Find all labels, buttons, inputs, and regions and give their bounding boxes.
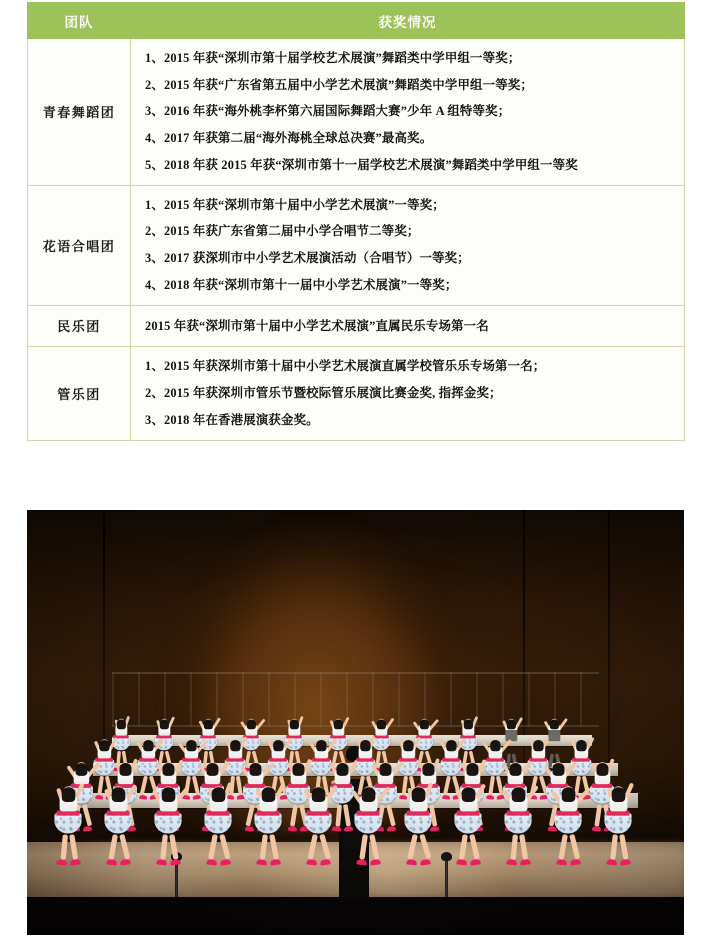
performer-girl: [402, 769, 434, 866]
performer-shoe: [569, 859, 580, 866]
performer-hair: [336, 762, 348, 772]
performer-leg: [343, 804, 351, 827]
performer-leg: [510, 834, 517, 860]
performer-shoe: [420, 859, 431, 866]
performer-shoe: [106, 859, 117, 865]
performer-shoe: [470, 859, 481, 866]
performer-girl: [352, 769, 384, 866]
table-body: [28, 39, 685, 441]
award-item: 5、2018 年获 2015 年获“深圳市第十一届学校艺术展演”舞蹈类中学甲组一等奖: [145, 157, 578, 172]
award-item: 2、2015 年获“广东省第五届中小学艺术展演”舞蹈类中学甲组一等奖；: [145, 77, 534, 92]
award-item: 3、2017 获深圳市中小学艺术展演活动（合唱节）一等奖；: [145, 251, 470, 266]
performer-shoe: [70, 859, 81, 866]
performer-leg: [619, 834, 629, 860]
performer-shoe: [486, 794, 494, 799]
performer-shoe: [387, 825, 397, 831]
performer-hair: [99, 739, 109, 748]
column-header-awards: 获奖情况: [131, 3, 685, 39]
award-item: 1、2015 年获深圳市第十届中小学艺术展演直属学校管乐乐专场第一名；: [145, 359, 546, 374]
awards-cell: [131, 39, 685, 186]
performer-leg: [290, 804, 298, 827]
table-row: [28, 305, 685, 347]
performer-leg: [519, 834, 528, 860]
performer-hair: [411, 786, 425, 798]
performer-leg: [119, 834, 130, 860]
performer-girl: [202, 769, 234, 866]
performer-shoe: [619, 859, 630, 866]
performer-shoe: [139, 794, 147, 799]
team-name-cell: 花语合唱团: [28, 185, 131, 305]
microphone-stand: [445, 859, 448, 902]
performer-girl: [502, 769, 534, 866]
performer-girl: [53, 769, 85, 866]
awards-cell: [131, 347, 685, 440]
performer-leg: [558, 834, 568, 860]
performer-leg: [61, 834, 68, 860]
performer-hair: [261, 786, 275, 798]
award-item: 3、2018 年在香港展演获金奖。: [145, 412, 319, 427]
performer-shoe: [320, 859, 331, 866]
performer-shoe: [519, 859, 530, 866]
performer-hair: [111, 786, 125, 798]
performer-girl: [602, 769, 634, 866]
performer-hair: [116, 719, 125, 727]
performer-shoe: [591, 826, 601, 832]
team-name-cell: 管乐团: [28, 347, 131, 440]
performer-hair: [611, 786, 625, 798]
performer-shoe: [270, 859, 281, 866]
performer-shoe: [288, 826, 298, 832]
performer-hair: [576, 739, 586, 748]
performer-leg: [488, 776, 495, 796]
performer-leg: [359, 834, 368, 860]
performer-hair: [273, 739, 283, 748]
performer-shoe: [456, 859, 467, 865]
performer-shoe: [256, 859, 267, 865]
performer-hair: [533, 739, 543, 748]
team-name-cell: 民乐团: [28, 305, 131, 347]
performer-leg: [69, 834, 78, 860]
performer-leg: [594, 804, 602, 827]
performer-shoe: [83, 825, 93, 831]
performer-shoe: [356, 859, 367, 865]
performer-hair: [561, 786, 575, 798]
performer-shoe: [370, 859, 381, 866]
performer-hair: [489, 739, 499, 748]
performer-girl: [302, 769, 334, 866]
performer-leg: [469, 834, 480, 860]
table-row: [28, 185, 685, 305]
performer-girl: [452, 769, 484, 866]
performer-leg: [169, 834, 179, 860]
performer-leg: [319, 834, 331, 860]
award-item: 4、2017 年获第二届“海外海桃全球总决赛”最高奖。: [145, 131, 433, 146]
performer-hair: [229, 739, 239, 748]
awards-cell: [131, 185, 685, 305]
performer-hair: [446, 739, 456, 748]
performer-shoe: [506, 859, 517, 865]
performer-hair: [211, 786, 225, 798]
performer-leg: [260, 834, 268, 860]
performer-hair: [461, 786, 475, 798]
performer-hair: [550, 719, 559, 727]
performer-shoe: [442, 794, 450, 799]
performer-girl: [152, 769, 184, 866]
column-header-team: 团队: [28, 3, 131, 39]
performer-hair: [511, 786, 525, 798]
table-row: [28, 39, 685, 186]
performer-leg: [569, 834, 580, 860]
performer-leg: [369, 834, 379, 860]
stage-railing: [112, 672, 598, 727]
performer-shoe: [606, 859, 617, 865]
award-item: 1、2015 年获“深圳市第十届中小学艺术展演”一等奖；: [145, 197, 445, 212]
performance-photo: [27, 510, 684, 935]
performer-leg: [208, 834, 218, 860]
performer-hair: [463, 719, 472, 727]
performer-hair: [376, 719, 385, 727]
performer-girl: [552, 769, 584, 866]
performer-hair: [420, 719, 429, 727]
performer-leg: [160, 834, 168, 860]
awards-cell: [131, 305, 685, 347]
performer-leg: [82, 804, 92, 827]
performer-leg: [139, 776, 147, 796]
performer-shoe: [120, 859, 131, 866]
team-name-cell: 青春舞蹈团: [28, 39, 131, 186]
performer-leg: [335, 804, 342, 826]
performer-shoe: [406, 859, 417, 865]
performer-girl: [102, 769, 134, 866]
award-item: 2015 年获“深圳市第十届中小学艺术展演”直属民乐专场第一名: [145, 318, 489, 333]
awards-table: [27, 2, 685, 441]
performer-shoe: [556, 859, 567, 865]
performer-leg: [443, 776, 451, 796]
performer-hair: [203, 719, 212, 727]
performer-hair: [186, 739, 196, 748]
performer-hair: [246, 719, 255, 727]
performer-shoe: [206, 859, 217, 865]
performer-shoe: [156, 859, 167, 865]
performer-hair: [160, 719, 169, 727]
performer-leg: [407, 834, 418, 860]
performer-shoe: [220, 859, 231, 866]
award-item: 1、2015 年获“深圳市第十届学校艺术展演”舞蹈类中学甲组一等奖；: [145, 51, 521, 65]
performer-hair: [403, 739, 413, 748]
performer-hair: [359, 739, 369, 748]
performer-hair: [507, 719, 516, 727]
performer-leg: [419, 834, 431, 860]
performer-girl: [252, 769, 284, 866]
performer-leg: [610, 834, 618, 860]
performer-leg: [109, 834, 119, 860]
award-item: 2、2015 年获深圳市管乐节暨校际管乐展演比赛金奖, 指挥金奖；: [145, 386, 502, 401]
table-header-row: [28, 3, 685, 39]
performer-shoe: [306, 859, 317, 865]
performer-hair: [290, 719, 299, 727]
performer-hair: [311, 786, 325, 798]
award-item: 3、2016 年获“海外桃李杯第六届国际舞蹈大赛”少年 A 组特等奖；: [145, 104, 511, 119]
performer-hair: [361, 786, 375, 798]
performer-hair: [316, 739, 326, 748]
performer-leg: [308, 834, 318, 860]
performer-leg: [386, 804, 396, 827]
award-item: 2、2015 年获广东省第二届中小学合唱节二等奖；: [145, 224, 420, 239]
performer-leg: [269, 834, 279, 860]
performer-shoe: [170, 859, 181, 866]
performer-hair: [61, 786, 75, 798]
performer-hair: [161, 786, 175, 798]
performer-hair: [143, 739, 153, 748]
performer-leg: [459, 834, 468, 860]
performer-shoe: [56, 859, 67, 865]
stage-apron: [27, 897, 684, 935]
table-row: [28, 347, 685, 440]
performer-leg: [219, 834, 231, 860]
performer-hair: [333, 719, 342, 727]
award-item: 4、2018 年获“深圳市第十一届中小学艺术展演”一等奖；: [145, 277, 458, 292]
